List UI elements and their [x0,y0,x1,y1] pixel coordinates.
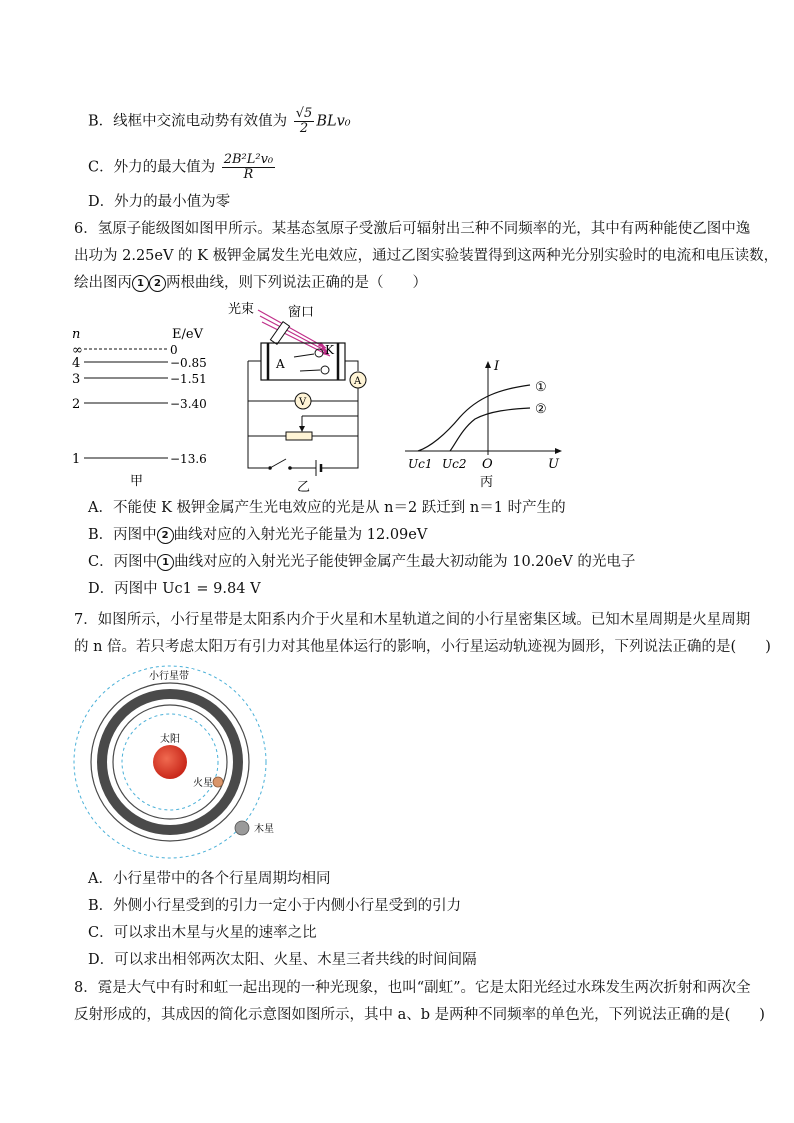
q6-option-a: A．不能使 K 极钾金属产生光电效应的光是从 n＝2 跃迁到 n＝1 时产生的 [88,500,566,516]
q5-option-b-text: B．线框中交流电动势有效值为 [88,113,288,130]
mars-label: 火星 [193,778,213,789]
q6-stem-line1: 6．氢原子能级图如图甲所示。某基态氢原子受激后可辐射出三种不同频率的光，其中有两种能使乙图中逸 [74,221,751,237]
electron-dot [321,366,329,374]
q5-option-c-fraction [222,153,275,182]
q8-stem-line1: 8．霓是大气中有时和虹一起出现的一种光现象，也叫“副虹”。它是太阳光经过水珠发生两次折射和两次全 [74,980,751,996]
figure-yi-caption: 乙 [297,480,311,493]
q5-option-b-fraction [294,107,315,136]
wire [328,388,358,468]
anode-label: A [276,357,285,371]
q8-stem-line2: 反射形成的，其成因的简化示意图如图所示，其中 a、b 是两种不同频率的单色光，下列说法正确的是( ) [74,1007,765,1023]
electron-arrow [294,354,314,357]
origin-label: O [482,457,493,472]
q5-option-c-text: C．外力的最大值为 [88,159,216,176]
sun-label: 太阳 [160,734,180,745]
q5-option-b-expr: BLv₀ [316,113,351,130]
curve-1 [418,385,530,451]
q6-option-c-pre: C．丙图中 [88,554,158,570]
voltmeter-label: V [299,397,307,408]
q5-option-c [88,153,277,182]
rheostat [286,432,312,440]
fraction-denominator: R [243,167,254,182]
curve-2-label: ② [535,402,547,417]
u-axis-arrow [555,448,562,454]
current-voltage-graph [400,355,575,490]
q6-option-b [88,525,427,545]
sun [153,745,187,779]
fraction-denominator: 2 [299,121,309,136]
window-slot [270,322,289,345]
jupiter-label: 木星 [254,824,274,835]
level-energy-label: −3.40 [170,397,207,411]
energy-level-diagram [64,325,214,490]
level-energy-label: −1.51 [170,372,207,386]
level-n-label: 4 [72,356,81,371]
q6-stem-line2: 出功为 2.25eV 的 K 极钾金属发生光电效应，通过乙图实验装置得到这两种光分别实验时的电流和电压读数， [74,248,779,264]
i-axis-arrow [485,361,491,368]
circled-one-mark: 1 [132,275,149,292]
level-n-label: ∞ [72,343,83,358]
ammeter-label: A [354,376,362,387]
energy-axis-label: E/eV [172,327,203,342]
uc2-label: Uc2 [442,457,467,471]
q6-option-b-post: 曲线对应的入射光光子能量为 12.09eV [173,527,428,543]
q7-stem-line1: 7．如图所示，小行星带是太阳系内介于火星和木星轨道之间的小行星密集区域。已知木星周期是火星周期 [74,612,751,628]
q6-option-c [88,552,635,572]
q5-option-d: D．外力的最小值为零 [88,194,231,210]
q6-option-d: D．丙图中 Uc1 = 9.84 V [88,581,261,597]
q7-option-b: B．外侧小行星受到的引力一定小于内侧小行星受到的引力 [88,898,462,914]
q7-option-a: A．小行星带中的各个行星周期均相同 [88,871,331,887]
level-n-label: 3 [72,372,81,387]
level-n-label: 1 [72,452,81,467]
rheostat-slider-tip [299,426,305,432]
figure-bing-caption: 丙 [480,475,494,490]
fraction-numerator: 2B²L²v₀ [223,152,274,167]
photoelectric-apparatus-diagram [228,298,378,493]
wire [248,361,268,468]
figure-jia-caption: 甲 [130,474,144,489]
level-n-label: 2 [72,397,81,412]
switch-lever [270,459,286,468]
q7-stem-line2: 的 n 倍。若只考虑太阳万有引力对其他星体运行的影响，小行星运动轨迹视为圆形，下列说法正确的是( ) [74,639,771,655]
belt-label: 小行星带 [149,671,189,682]
cathode-label: K [325,343,334,357]
asteroid-belt-diagram [72,664,302,864]
q6-stem-line3 [74,273,427,293]
level-energy-label: 0 [170,343,178,357]
fraction-numerator: √5 [295,106,313,121]
q6-stem-line3-post: 两根曲线，则下列说法正确的是（ ） [166,275,427,291]
q6-option-c-post: 曲线对应的入射光光子能使钾金属产生最大初动能为 10.20eV 的光电子 [174,554,636,570]
uc1-label: Uc1 [408,457,433,471]
q6-stem-line3-pre: 绘出图丙 [74,275,132,291]
q7-option-c: C．可以求出木星与火星的速率之比 [88,925,317,941]
window-label: 窗口 [288,305,315,320]
mars [213,777,223,787]
level-energy-label: −13.6 [170,452,207,466]
n-axis-label: n [72,327,81,342]
q7-option-d: D．可以求出相邻两次太阳、火星、木星三者共线的时间间隔 [88,952,477,968]
jupiter [235,821,249,835]
u-axis-label: U [548,457,559,472]
wire [345,361,358,371]
circled-two-mark: 2 [157,527,174,544]
beam-label: 光束 [228,302,255,317]
q6-option-b-pre: B．丙图中 [88,527,157,543]
i-axis-label: I [494,359,500,374]
circled-one-mark: 1 [157,554,174,571]
level-energy-label: −0.85 [170,356,207,370]
q5-option-b [88,107,351,136]
circled-two-mark: 2 [149,275,166,292]
curve-1-label: ① [535,380,547,395]
electron-arrow [300,370,320,371]
